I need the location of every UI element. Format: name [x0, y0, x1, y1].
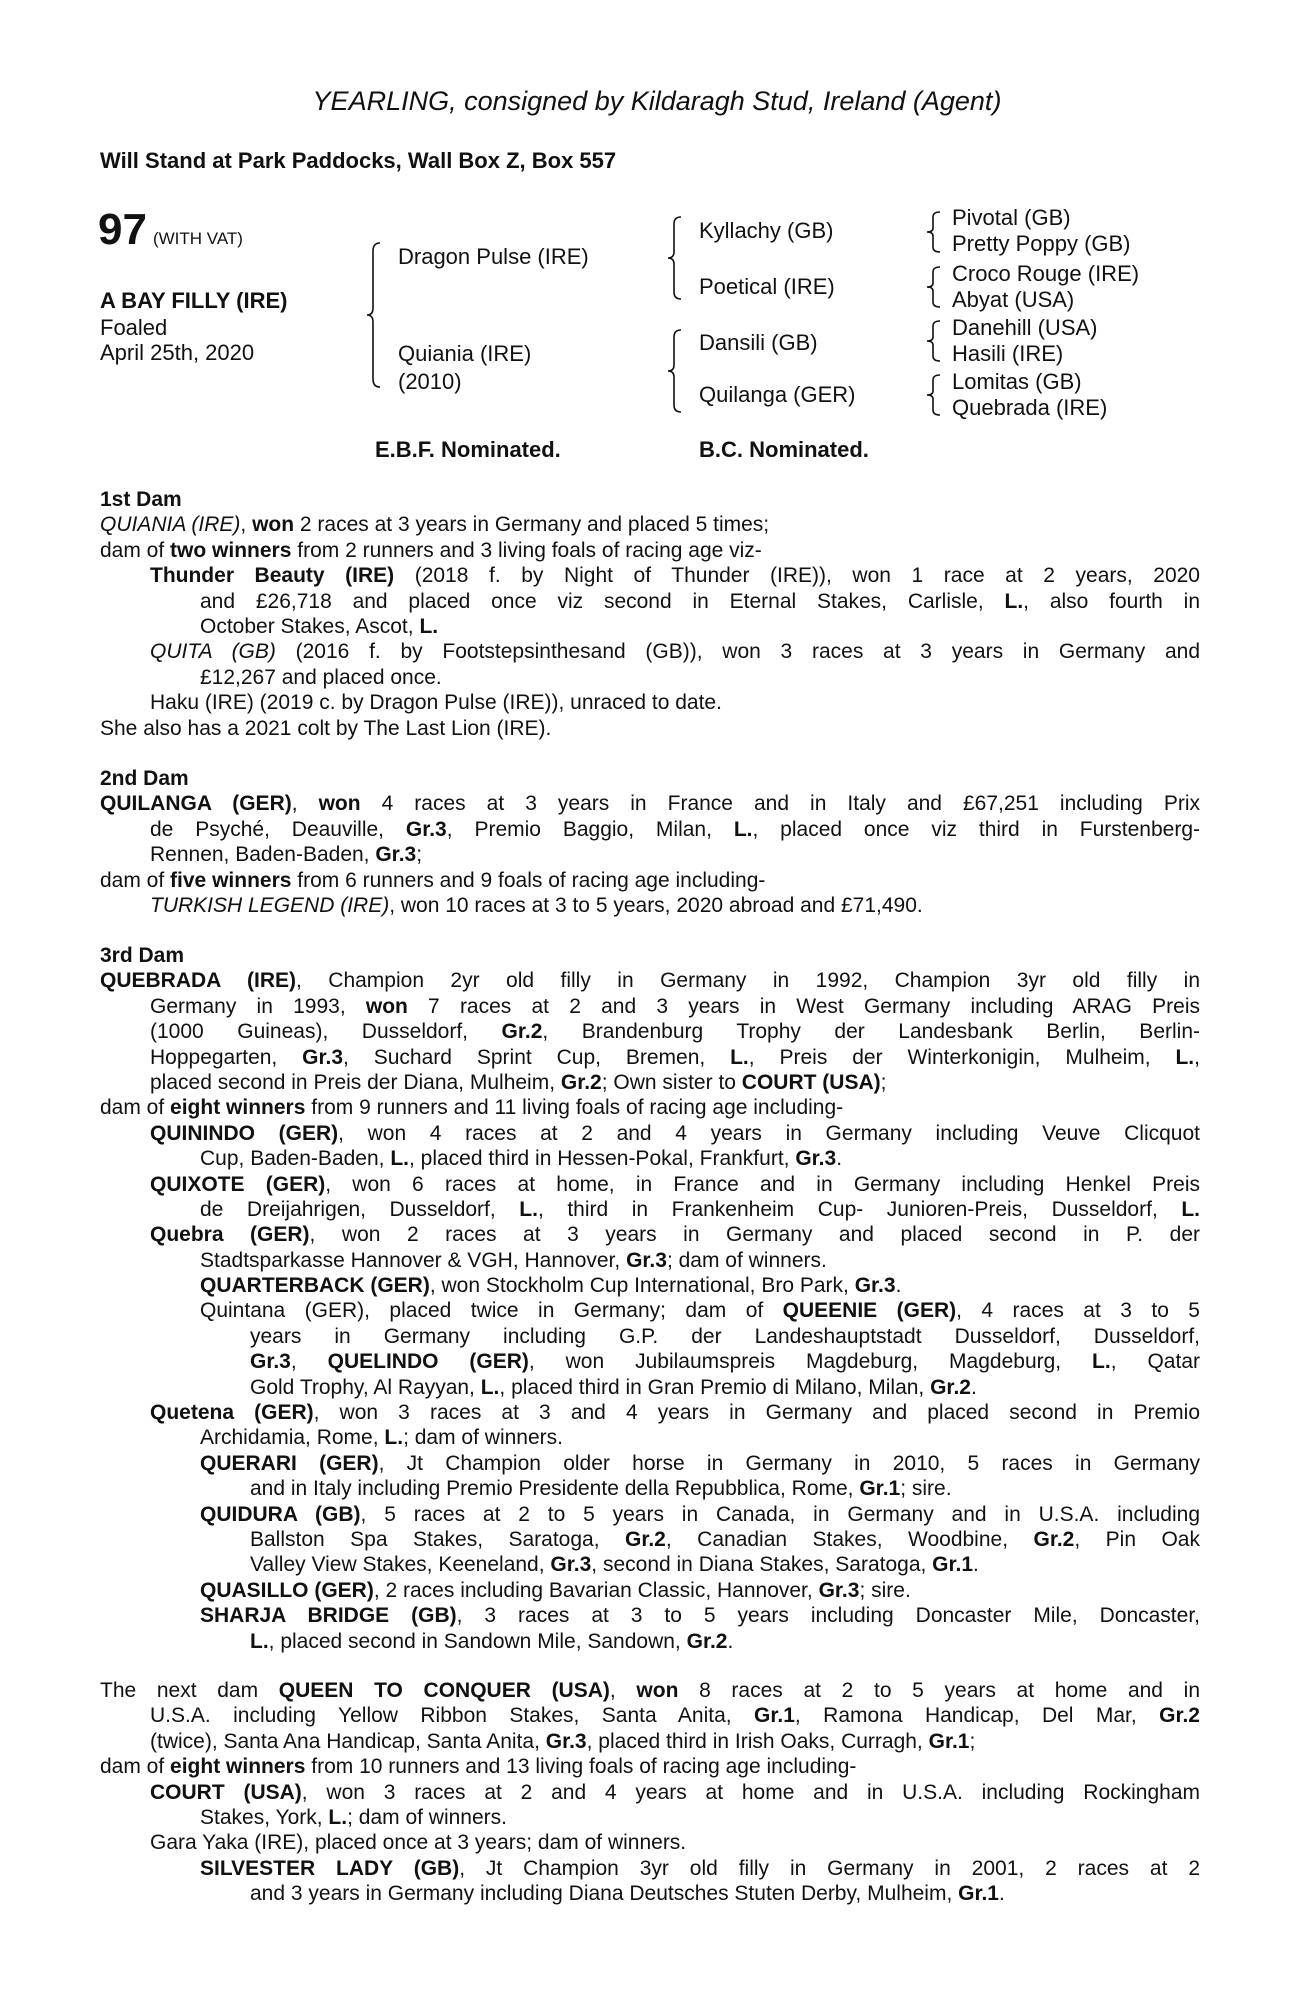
record-line: [150, 842, 1200, 867]
text-run: , won 6 races at home, in France and in Germany including Henkel Preis: [325, 1172, 1200, 1196]
record-line: [100, 1095, 1200, 1120]
record-line: [100, 716, 1200, 741]
text-run: 7 races at 2 and 3 years in West Germany including ARAG Preis: [407, 994, 1200, 1018]
pedigree-great-grandparent: Croco Rouge (IRE): [952, 261, 1140, 286]
bold-text: Gr.2: [1159, 1704, 1200, 1728]
text-run: , Pin Oak: [1074, 1527, 1200, 1551]
text-run: , Jt Champion older horse in Germany in 2010, 5 races in Germany: [378, 1451, 1200, 1475]
record-line: [150, 1703, 1200, 1728]
italic-text: QUIANIA (IRE): [100, 513, 241, 537]
bold-text: QUARTERBACK (GER): [200, 1274, 430, 1298]
text-run: 2 races at 3 years in Germany and placed 5 times;: [294, 513, 770, 537]
text-run: , placed third in Irish Oaks, Curragh,: [586, 1729, 929, 1753]
record-line: [200, 1197, 1200, 1222]
text-run: U.S.A. including Yellow Ribbon Stakes, Santa Anita,: [150, 1704, 755, 1728]
bold-text: L.: [1004, 589, 1024, 613]
bold-text: QUEENIE (GER): [782, 1299, 957, 1323]
record-line: [150, 1121, 1200, 1146]
section-3rd-dam: [100, 943, 1200, 1654]
text-run: , Jt Champion 3yr old filly in Germany in 2001, 2 races at 2: [459, 1856, 1200, 1880]
italic-text: QUITA (GB): [150, 640, 276, 664]
pedigree-brace-icon: [366, 242, 382, 388]
bold-text: Gr.3: [375, 843, 417, 867]
bold-text: two winners: [170, 538, 292, 562]
text-run: ; sire.: [900, 1477, 952, 1501]
italic-text: TURKISH LEGEND (IRE): [150, 893, 390, 917]
bold-text: QUASILLO (GER): [200, 1578, 374, 1602]
record-line: [200, 1248, 1200, 1273]
bold-text: QUIDURA (GB): [200, 1502, 361, 1526]
record-line: [150, 1045, 1200, 1070]
text-run: dam of: [100, 1755, 171, 1779]
bold-text: Quebra (GER): [150, 1223, 310, 1247]
record-line: [200, 1502, 1200, 1527]
bold-text: Gr.3: [854, 1274, 896, 1298]
text-run: , won Jubilaumspreis Magdeburg, Magdeburg,: [528, 1350, 1093, 1374]
bold-text: won: [636, 1679, 679, 1702]
record-line: [250, 1349, 1200, 1374]
pedigree-great-grandparent: Pretty Poppy (GB): [952, 231, 1131, 256]
bold-text: Gr.2: [1033, 1527, 1075, 1551]
bold-text: Gr.1: [928, 1729, 970, 1753]
text-run: ; dam of winners.: [403, 1426, 563, 1450]
pedigree-dam: Quiania (IRE): [398, 341, 532, 366]
text-run: , placed second in Sandown Mile, Sandown,: [268, 1629, 687, 1653]
bold-text: Gr.3: [405, 817, 447, 841]
bold-text: Gr.2: [930, 1375, 971, 1399]
bold-text: SHARJA BRIDGE (GB): [200, 1604, 457, 1628]
text-run: dam of: [100, 868, 171, 892]
text-run: (twice), Santa Ana Handicap, Santa Anita,: [150, 1729, 546, 1753]
text-run: The next dam: [100, 1679, 279, 1702]
text-run: ; sire.: [859, 1578, 911, 1602]
lot-number-block: [98, 205, 243, 264]
record-line: [250, 1476, 1200, 1501]
record-line: [250, 1324, 1200, 1349]
text-run: dam of: [100, 1096, 171, 1120]
text-run: She also has a 2021 colt by The Last Lion (IRE).: [100, 716, 552, 740]
record-line: [100, 512, 1200, 537]
bold-text: Gr.3: [302, 1045, 344, 1069]
pedigree-sire: Dragon Pulse (IRE): [398, 244, 589, 269]
text-run: , won 4 races at 2 and 4 years in Germany including Veuve Clicquot: [338, 1121, 1200, 1145]
text-run: and 3 years in Germany including Diana Deutsches Stuten Derby, Mulheim,: [250, 1882, 959, 1906]
bold-text: L.: [384, 1426, 404, 1450]
text-run: , 2 races including Bavarian Classic, Hannover,: [373, 1578, 819, 1602]
record-line: [150, 994, 1200, 1019]
text-run: .: [895, 1274, 902, 1298]
record-line: [150, 1070, 1200, 1095]
lot-number: 97: [98, 205, 147, 254]
bold-text: Gr.3: [626, 1248, 667, 1272]
bold-text: Gr.1: [859, 1477, 901, 1501]
record-line: [150, 1830, 1200, 1855]
record-line: [200, 589, 1200, 614]
catalogue-title: YEARLING, consigned by Kildaragh Stud, Ireland (Agent): [312, 86, 1002, 116]
text-run: Gold Trophy, Al Rayyan,: [250, 1375, 481, 1399]
bold-text: eight winners: [170, 1755, 306, 1779]
pedigree-brace-icon: [926, 266, 942, 308]
text-run: , also fourth in: [1023, 589, 1201, 613]
bold-text: five winners: [170, 868, 292, 892]
text-run: , Champion 2yr old filly in Germany in 1992, Champion 3yr old filly in: [296, 969, 1200, 993]
bold-text: COURT (USA): [741, 1070, 881, 1094]
record-line: [150, 1019, 1200, 1044]
text-run: October Stakes, Ascot,: [200, 614, 420, 638]
text-run: Archidamia, Rome,: [200, 1426, 385, 1450]
record-line: [200, 1425, 1200, 1450]
text-run: ; dam of winners.: [347, 1805, 507, 1829]
text-run: Stadtsparkasse Hannover & VGH, Hannover,: [200, 1248, 627, 1272]
bold-text: Gr.2: [501, 1020, 543, 1044]
bold-text: Gr.3: [545, 1729, 587, 1753]
text-run: , Premio Baggio, Milan,: [446, 817, 734, 841]
text-run: 8 races at 2 to 5 years at home and in: [678, 1679, 1200, 1702]
bold-text: Gr.1: [932, 1553, 974, 1577]
pedigree-brace-icon: [667, 216, 683, 300]
pedigree-great-grandparent: Lomitas (GB): [952, 369, 1082, 394]
bold-text: L.: [250, 1629, 269, 1653]
bold-text: L.: [1181, 1197, 1200, 1221]
text-run: ; Own sister to: [601, 1070, 742, 1094]
pedigree-brace-icon: [667, 329, 683, 413]
section-2nd-dam: [100, 766, 1200, 918]
text-run: (2016 f. by Footstepsinthesand (GB)), won 3 races at 3 years in Germany and: [275, 640, 1201, 664]
record-line: [150, 563, 1200, 588]
bold-text: Gr.3: [795, 1147, 837, 1171]
record-line: [250, 1527, 1200, 1552]
bold-text: Gr.2: [625, 1527, 666, 1551]
bold-text: L.: [480, 1375, 500, 1399]
record-line: [200, 1146, 1200, 1171]
record-line: [200, 1856, 1200, 1881]
section-heading: 1st Dam: [100, 488, 182, 511]
section-next-dam: [100, 1678, 1200, 1907]
text-run: ,: [240, 513, 253, 537]
text-run: , placed third in Gran Premio di Milano, Milan,: [499, 1375, 931, 1399]
text-run: ; dam of winners.: [666, 1248, 827, 1272]
text-run: Gara Yaka (IRE), placed once at 3 years; dam of winners.: [150, 1831, 687, 1855]
text-run: , won 2 races at 3 years in Germany and placed second in P. der: [309, 1223, 1200, 1247]
text-run: , third in Frankenheim Cup- Junioren-Preis, Dusseldorf,: [537, 1197, 1182, 1221]
bold-text: Gr.2: [560, 1070, 602, 1094]
pedigree-dam-year: (2010): [398, 369, 462, 394]
bold-text: L.: [733, 817, 753, 841]
text-run: ,: [291, 792, 319, 816]
text-run: Ballston Spa Stakes, Saratoga,: [250, 1527, 625, 1551]
text-run: Haku (IRE) (2019 c. by Dragon Pulse (IRE)), unraced to date.: [150, 691, 722, 715]
text-run: , won Stockholm Cup International, Bro Park,: [429, 1274, 855, 1298]
record-line: [150, 1780, 1200, 1805]
record-line: [150, 639, 1200, 664]
text-run: ;: [969, 1729, 976, 1753]
record-line: [150, 1400, 1200, 1425]
text-run: de Psyché, Deauville,: [150, 817, 406, 841]
bold-text: L.: [1175, 1045, 1195, 1069]
bold-text: Thunder Beauty (IRE): [150, 564, 395, 588]
bold-text: COURT (USA): [150, 1780, 302, 1804]
bold-text: Gr.3: [818, 1578, 860, 1602]
record-line: [200, 1298, 1200, 1323]
record-line: [100, 1754, 1200, 1779]
bold-text: Gr.1: [958, 1882, 999, 1906]
record-line: [100, 538, 1200, 563]
bold-text: eight winners: [170, 1096, 306, 1120]
text-run: , Canadian Stakes, Woodbine,: [665, 1527, 1034, 1551]
bold-text: QUIXOTE (GER): [150, 1172, 326, 1196]
text-run: ;: [880, 1070, 887, 1094]
text-run: from 6 runners and 9 foals of racing age including-: [291, 868, 766, 892]
bold-text: L.: [390, 1147, 409, 1171]
pedigree-great-grandparent: Hasili (IRE): [952, 341, 1064, 366]
bold-text: L.: [519, 1197, 538, 1221]
text-run: , second in Diana Stakes, Saratoga,: [591, 1553, 933, 1577]
foaled-date: April 25th, 2020: [100, 340, 255, 365]
record-line: [100, 791, 1200, 816]
bold-text: L.: [730, 1045, 749, 1069]
text-run: from 10 runners and 13 living foals of racing age including-: [305, 1755, 857, 1779]
text-run: Cup, Baden-Baden,: [200, 1147, 391, 1171]
bold-text: L.: [328, 1805, 348, 1829]
record-line: [100, 968, 1200, 993]
text-run: , Qatar: [1110, 1350, 1200, 1374]
bold-text: Gr.2: [686, 1629, 728, 1653]
text-run: .: [727, 1629, 734, 1653]
text-run: dam of: [100, 538, 171, 562]
record-line: [200, 614, 1200, 639]
stand-location: Will Stand at Park Paddocks, Wall Box Z, Box 557: [100, 148, 617, 173]
pedigree-great-grandparent: Quebrada (IRE): [952, 395, 1108, 420]
text-run: , Brandenburg Trophy der Landesbank Berlin, Berlin-: [542, 1020, 1200, 1044]
bold-text: QUELINDO (GER): [327, 1350, 529, 1374]
ebf-nominated: E.B.F. Nominated.: [375, 437, 561, 462]
vat-note: (WITH VAT): [152, 229, 243, 248]
section-1st-dam: [100, 487, 1200, 741]
bold-text: won: [252, 513, 295, 537]
record-line: [200, 1578, 1200, 1603]
pedigree-grandparent: Kyllachy (GB): [699, 218, 834, 243]
text-run: from 2 runners and 3 living foals of racing age viz-: [291, 538, 762, 562]
text-run: ;: [416, 843, 423, 867]
text-run: , 5 races at 2 to 5 years in Canada, in Germany and in U.S.A. including: [360, 1502, 1200, 1526]
horse-name: A BAY FILLY (IRE): [100, 288, 288, 313]
pedigree-great-grandparent: Pivotal (GB): [952, 205, 1071, 230]
record-line: [250, 1375, 1200, 1400]
record-line: [200, 1273, 1200, 1298]
text-run: , Preis der Winterkonigin, Mulheim,: [748, 1045, 1176, 1069]
bold-text: won: [365, 994, 408, 1018]
bold-text: SILVESTER LADY (GB): [200, 1856, 460, 1880]
text-run: 4 races at 3 years in France and in Italy and £67,251 including Prix: [360, 792, 1200, 816]
text-run: , 4 races at 3 to 5: [956, 1299, 1200, 1323]
text-run: , Ramona Handicap, Del Mar,: [794, 1704, 1160, 1728]
text-run: , 3 races at 3 to 5 years including Doncaster Mile, Doncaster,: [456, 1604, 1200, 1628]
record-line: [200, 1805, 1200, 1830]
pedigree-grandparent: Dansili (GB): [699, 330, 818, 355]
record-line: [150, 1172, 1200, 1197]
text-run: ,: [609, 1679, 637, 1702]
pedigree-grandparent: Quilanga (GER): [699, 382, 856, 407]
text-run: £12,267 and placed once.: [200, 665, 442, 689]
text-run: years in Germany including G.P. der Landeshauptstadt Dusseldorf, Dusseldorf,: [250, 1324, 1200, 1348]
pedigree-great-grandparent: Danehill (USA): [952, 315, 1098, 340]
record-line: [200, 1451, 1200, 1476]
text-run: de Dreijahrigen, Dusseldorf,: [200, 1197, 520, 1221]
text-run: .: [999, 1882, 1005, 1906]
bold-text: won: [318, 792, 361, 816]
text-run: and £26,718 and placed once viz second in Eternal Stakes, Carlisle,: [200, 589, 1005, 613]
record-line: [200, 665, 1200, 690]
bold-text: QUILANGA (GER): [100, 792, 292, 816]
bold-text: Quetena (GER): [150, 1401, 314, 1425]
text-run: , won 3 races at 3 and 4 years in Germany and placed second in Premio: [313, 1401, 1200, 1425]
bold-text: L.: [1092, 1350, 1111, 1374]
pedigree-brace-icon: [926, 320, 942, 362]
text-run: Germany in 1993,: [150, 994, 366, 1018]
text-run: placed second in Preis der Diana, Mulheim,: [150, 1070, 561, 1094]
record-line: [250, 1552, 1200, 1577]
section-heading: 3rd Dam: [100, 944, 185, 967]
bold-text: QUININDO (GER): [150, 1121, 339, 1145]
record-line: [150, 1729, 1200, 1754]
text-run: from 9 runners and 11 living foals of racing age including-: [305, 1096, 844, 1120]
text-run: , Suchard Sprint Cup, Bremen,: [343, 1045, 731, 1069]
bold-text: Gr.1: [754, 1704, 795, 1728]
text-run: , placed third in Hessen-Pokal, Frankfurt,: [408, 1147, 796, 1171]
text-run: , placed once viz third in Furstenberg-: [752, 817, 1201, 841]
text-run: Quintana (GER), placed twice in Germany; dam of: [200, 1299, 783, 1323]
text-run: , won 3 races at 2 and 4 years at home and in U.S.A. including Rockingham: [301, 1780, 1200, 1804]
pedigree-great-grandparent: Abyat (USA): [952, 287, 1075, 312]
bold-text: Gr.3: [250, 1350, 291, 1374]
bold-text: QUERARI (GER): [200, 1451, 379, 1475]
bold-text: Gr.3: [550, 1553, 592, 1577]
record-line: [250, 1881, 1200, 1906]
record-line: [150, 1222, 1200, 1247]
foaled-label: Foaled: [100, 315, 168, 340]
pedigree-grandparent: Poetical (IRE): [699, 274, 835, 299]
record-line: [100, 868, 1200, 893]
pedigree-brace-icon: [926, 374, 942, 416]
text-run: Hoppegarten,: [150, 1045, 303, 1069]
record-line: [150, 893, 1200, 918]
text-run: , won 10 races at 3 to 5 years, 2020 abroad and £71,490.: [389, 893, 923, 917]
bold-text: QUEBRADA (IRE): [100, 969, 296, 993]
record-line: [200, 1603, 1200, 1628]
record-line: [150, 690, 1200, 715]
text-run: Rennen, Baden-Baden,: [150, 843, 376, 867]
text-run: Stakes, York,: [200, 1805, 329, 1829]
bc-nominated: B.C. Nominated.: [699, 437, 869, 462]
text-run: .: [970, 1375, 977, 1399]
text-run: ,: [1194, 1045, 1200, 1069]
text-run: (1000 Guineas), Dusseldorf,: [150, 1020, 502, 1044]
record-line: [150, 817, 1200, 842]
text-run: Valley View Stakes, Keeneland,: [250, 1553, 551, 1577]
section-heading: 2nd Dam: [100, 767, 189, 790]
pedigree-brace-icon: [926, 211, 942, 253]
text-run: (2018 f. by Night of Thunder (IRE)), won 1 race at 2 years, 2020: [394, 564, 1200, 588]
record-line: [250, 1629, 1200, 1654]
bold-text: QUEEN TO CONQUER (USA): [278, 1679, 610, 1702]
record-line: [100, 1678, 1200, 1703]
bold-text: L.: [419, 614, 439, 638]
text-run: and in Italy including Premio Presidente della Repubblica, Rome,: [250, 1477, 860, 1501]
text-run: .: [836, 1147, 843, 1171]
text-run: .: [973, 1553, 979, 1577]
text-run: ,: [290, 1350, 328, 1374]
